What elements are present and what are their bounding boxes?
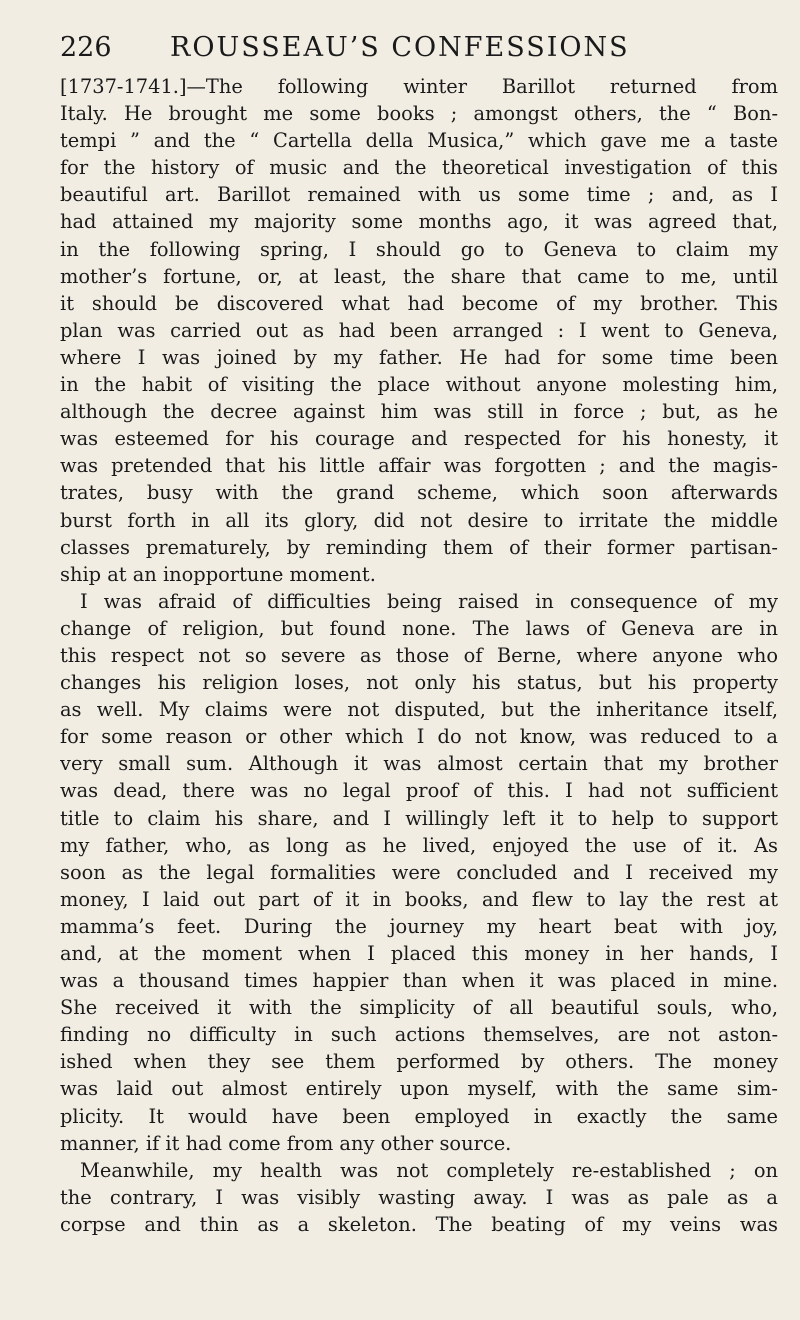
text-line: She received it with the simplicity of all beautiful souls, who, (60, 996, 778, 1020)
text-line: Italy. He brought me some books ; amongst others, the “ Bon- (60, 102, 778, 126)
text-line: change of religion, but found none. The laws of Geneva are in (60, 616, 778, 640)
text-line: for the history of music and the theoretical investigation of this (60, 156, 778, 180)
text-line: beautiful art. Barillot remained with us some time ; and, as I (60, 183, 778, 207)
text-line: trates, busy with the grand scheme, which soon afterwards (60, 481, 778, 505)
text-line: and, at the moment when I placed this money in her hands, I (60, 942, 778, 965)
text-line: had attained my majority some months ago, it was agreed that, (60, 210, 778, 234)
text-line: Meanwhile, my health was not completely re-established ; on (80, 1158, 778, 1182)
text-line: the contrary, I was visibly wasting away. I was as pale as a (60, 1185, 778, 1209)
text-line: plicity. It would have been employed in exactly the same (60, 1104, 778, 1128)
page-number: 226 (60, 32, 112, 63)
text-line: my father, who, as long as he lived, enjoyed the use of it. As (60, 833, 778, 857)
paragraph (60, 1157, 778, 1238)
text-line: plan was carried out as had been arranged : I went to Geneva, (60, 318, 778, 342)
paragraph (60, 73, 778, 588)
text-line: for some reason or other which I do not know, was reduced to a (60, 725, 778, 749)
text-line: tempi ” and the “ Cartella della Musica,” which gave me a taste (60, 129, 778, 153)
text-line: very small sum. Although it was almost certain that my brother (60, 752, 778, 776)
text-line: [1737-1741.]—The following winter Barillot returned from (60, 75, 778, 98)
paragraph (60, 588, 778, 1157)
text-line: as well. My claims were not disputed, but the inheritance itself, (60, 698, 778, 722)
text-line: money, I laid out part of it in books, and flew to lay the rest at (60, 887, 778, 911)
text-line: title to claim his share, and I willingly left it to help to support (60, 806, 778, 830)
text-line: where I was joined by my father. He had for some time been (60, 345, 778, 369)
body-text (60, 73, 778, 1238)
text-line: this respect not so severe as those of Berne, where anyone who (60, 643, 778, 667)
text-line: although the decree against him was still in force ; but, as he (60, 400, 778, 424)
text-line: finding no difficulty in such actions themselves, are not aston- (60, 1023, 778, 1047)
text-line: mother’s fortune, or, at least, the share that came to me, until (60, 264, 778, 288)
text-line: was pretended that his little affair was forgotten ; and the magis- (60, 454, 778, 478)
text-line: ship at an inopportune moment. (60, 562, 376, 586)
text-line: was dead, there was no legal proof of this. I had not sufficient (60, 779, 778, 803)
running-title: ROUSSEAU’S CONFESSIONS (170, 32, 630, 63)
text-line: in the following spring, I should go to Geneva to claim my (60, 237, 778, 261)
text-line: was a thousand times happier than when it was placed in mine. (60, 969, 778, 993)
text-line: corpse and thin as a skeleton. The beating of my veins was (60, 1212, 778, 1236)
text-line: changes his religion loses, not only his status, but his property (60, 671, 778, 695)
text-line: burst forth in all its glory, did not desire to irritate the middle (60, 508, 778, 532)
text-line: ished when they see them performed by others. The money (60, 1050, 778, 1074)
text-line: was esteemed for his courage and respected for his honesty, it (60, 427, 778, 451)
running-head (60, 28, 775, 68)
text-line: in the habit of visiting the place without anyone molesting him, (60, 373, 778, 397)
text-line: was laid out almost entirely upon myself, with the same sim- (60, 1077, 778, 1101)
text-line: I was afraid of difficulties being raised in consequence of my (80, 589, 778, 613)
text-line: classes prematurely, by reminding them of their former partisan- (60, 535, 778, 559)
text-line: manner, if it had come from any other source. (60, 1131, 512, 1155)
text-line: mamma’s feet. During the journey my heart beat with joy, (60, 914, 778, 938)
text-line: soon as the legal formalities were concluded and I received my (60, 860, 778, 884)
text-line: it should be discovered what had become of my brother. This (60, 291, 778, 315)
